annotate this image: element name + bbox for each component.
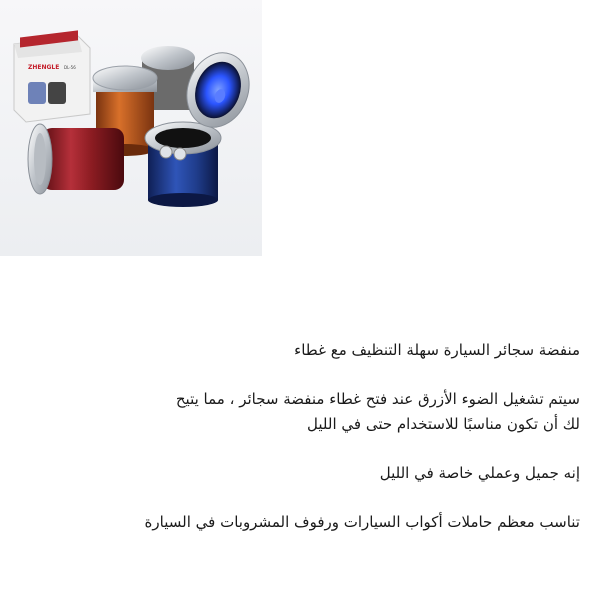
product-description <box>100 338 580 535</box>
box-brand-text: ZHENGLE <box>28 64 60 71</box>
box-model-text: DL-56 <box>64 65 76 70</box>
product-photo <box>0 0 262 256</box>
description-line-blue-light: سيتم تشغيل الضوء الأزرق عند فتح غطاء منفضة سجائر ، مما يتيح <box>175 390 580 408</box>
ashtray-illustration <box>0 0 262 256</box>
description-line-easy-clean: منفضة سجائر السيارة سهلة التنظيف مع غطاء <box>294 341 580 359</box>
description-line-night-use: لك أن تكون مناسبًا للاستخدام حتى في الليل <box>307 415 580 433</box>
description-line-fits-holders: تناسب معظم حاملات أكواب السيارات ورفوف المشروبات في السيارة <box>144 513 580 531</box>
retail-box <box>14 30 90 122</box>
description-line-beautiful: إنه جميل وعملي خاصة في الليل <box>379 464 580 482</box>
red-ashtray <box>28 124 124 194</box>
